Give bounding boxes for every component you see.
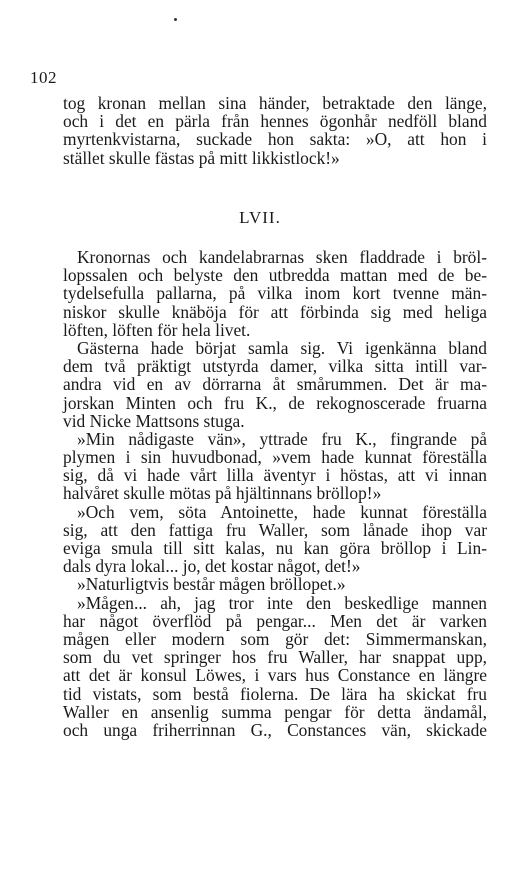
text-line: har något överflöd på pengar... Men det är varken	[63, 610, 487, 631]
text-line: Gästerna hade börjat samla sig. Vi igenkänna bland	[77, 337, 487, 358]
text-line: lopssalen och belyste den utbredda mattan med de be-	[63, 265, 487, 286]
text-line: myrtenkvistarna, suckade hon sakta: »O, att hon i	[63, 129, 487, 150]
text-line: och unga friherrinnan G., Constances vän, skickade	[63, 719, 487, 740]
text-line: löften, löften för hela livet.	[63, 319, 251, 340]
text-line: tog kronan mellan sina händer, betraktade den länge,	[63, 93, 487, 113]
text-line: »Min nådigaste vän», yttrade fru K., fingrande på	[77, 428, 487, 449]
page-number: 102	[30, 68, 57, 87]
print-speck	[174, 18, 177, 21]
text-line: tid vistats, som bestå fiolerna. De lära ha skickat fru	[63, 683, 487, 704]
text-line: »Och vem, söta Antoinette, hade kunnat föreställa	[77, 501, 487, 522]
text-line: »Naturligtvis består mågen bröllopet.»	[77, 574, 346, 595]
text-line: mågen eller modern som gör det: Simmermanskan,	[63, 628, 487, 649]
text-line: stället skulle fästas på mitt likkistlock!»	[63, 147, 340, 168]
text-line: sig, att den fattiga fru Waller, som lånade ihop var	[63, 519, 487, 540]
text-line: att det är konsul Löwes, i vars hus Constance en längre	[63, 665, 487, 686]
text-line: Waller en ansenlig summa pengar för detta ändamål,	[63, 701, 487, 722]
text-line: sig, då vi hade vårt lilla äventyr i höstas, att vi innan	[63, 465, 487, 486]
text-line: Kronornas och kandelabrarnas sken fladdrade i bröl-	[77, 247, 487, 267]
text-line: vid Nicke Mattsons stuga.	[63, 410, 245, 431]
text-line: »Mågen... ah, jag tror inte den beskedlige mannen	[77, 592, 487, 613]
text-line: dem två präktigt utstyrda damer, vilka sitta intill var-	[63, 356, 487, 377]
text-line: och i det en pärla från hennes ögonhår nedföll bland	[63, 111, 487, 132]
text-line: jorskan Minten och fru K., de rekognoscerade fruarna	[63, 392, 487, 413]
text-line: halvåret skulle mötas på hjältinnans bröllop!»	[63, 483, 382, 504]
text-line: tydelsefulla pallarna, på vilka inom kort tvenne män-	[63, 283, 487, 304]
chapter-body	[63, 248, 487, 739]
text-line: eviga smula till sitt kalas, nu kan göra bröllop i Lin-	[63, 538, 487, 558]
text-line: dals dyra lokal... jo, det kostar något, det!»	[63, 556, 361, 577]
text-line: som du vet springer hos fru Waller, har snappat upp,	[63, 647, 487, 668]
text-line: andra vid en av dörrarna åt smårummen. Det är ma-	[63, 374, 487, 395]
intro-paragraph	[63, 94, 487, 167]
text-line: niskor skulle knäböja för att förbinda sig med heliga	[63, 301, 487, 322]
chapter-heading: LVII.	[239, 208, 281, 227]
text-line: plymen i sin huvudbonad, »vem hade kunnat föreställa	[63, 447, 487, 468]
